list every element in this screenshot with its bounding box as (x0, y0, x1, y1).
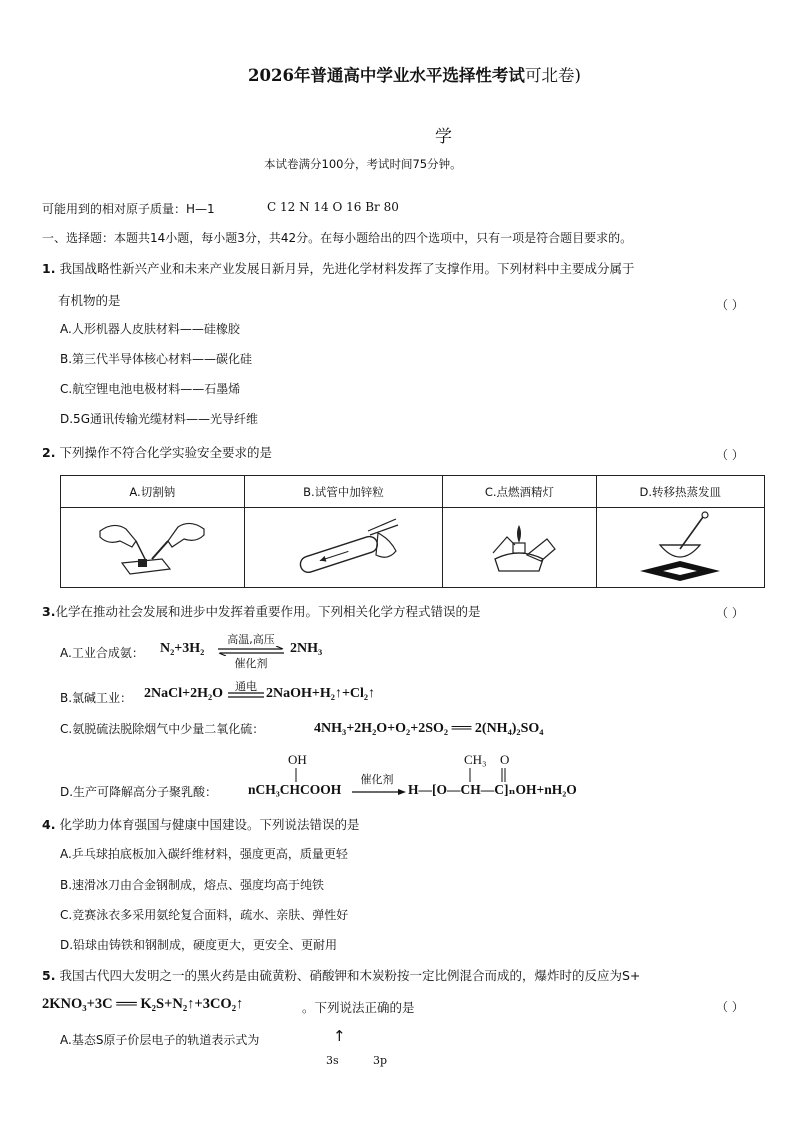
atomic-mass-values: C 12 N 14 O 16 Br 80 (267, 200, 399, 214)
option-3c-equation: 4NH₃+2H₂O+O₂+2SO₂ ══ 2(NH₄)₂SO₄ (314, 721, 544, 736)
option-3b-label[interactable]: B.氯碱工业： (60, 691, 133, 705)
equals-sign-icon (228, 691, 264, 699)
option-1d[interactable]: D.5G通讯传输光缆材料——光导纤维 (60, 412, 258, 426)
answer-blank-5[interactable]: （ ） (716, 1000, 744, 1014)
option-3b-condition: 通电 (235, 680, 257, 693)
option-3a-label[interactable]: A.工业合成氨： (60, 646, 144, 660)
question-2-stem: 2. 下列操作不符合化学实验安全要求的是 (42, 445, 272, 460)
option-3a-reactants: N₂+3H₂ (160, 641, 205, 656)
answer-blank-2[interactable]: （ ） (716, 448, 744, 462)
option-3d-oh-label: OH (288, 752, 307, 767)
question-5-equation: 2KNO₃+3C ══ K₂S+N₂↑+3CO₂↑ (42, 996, 244, 1012)
option-3a-condition-top: 高温,高压 (227, 633, 275, 646)
section-heading: 一、选择题：本题共14小题，每小题3分，共42分。在每小题给出的四个选项中，只有一项是符合题目要求的。 (42, 231, 633, 245)
evaporating-dish-illustration (596, 508, 764, 588)
option-3d-condition: 催化剂 (360, 773, 394, 786)
lighting-alcohol-lamp-illustration (443, 508, 596, 588)
question-number: 1. (42, 261, 56, 276)
operation-d-header[interactable]: D.转移热蒸发皿 (596, 476, 764, 508)
option-3d-ch3-label: CH₃ (464, 752, 487, 767)
exam-title-suffix: 可北卷) (524, 66, 581, 85)
option-4b[interactable]: B.速滑冰刀由合金钢制成，熔点、强度均高于纯铁 (60, 878, 325, 892)
question-3-stem: 3.化学在推动社会发展和进步中发挥着重要作用。下列相关化学方程式错误的是 (42, 604, 481, 619)
question-5-stem: 5. 我国古代四大发明之一的黑火药是由硫黄粉、硝酸钾和木炭粉按一定比例混合而成的，爆炸时的反应为S+ (42, 968, 641, 983)
operation-a-header[interactable]: A.切割钠 (61, 476, 245, 508)
electron-spin-up-icon: ↑ (333, 1027, 346, 1045)
orbital-3p-label: 3p (373, 1054, 388, 1067)
reaction-arrow-icon (352, 788, 406, 796)
answer-blank-1[interactable]: （ ） (716, 298, 744, 312)
test-tube-zinc-illustration (244, 508, 443, 588)
bond-line-icon (294, 768, 298, 782)
option-3d-label[interactable]: D.生产可降解高分子聚乳酸： (60, 785, 218, 799)
option-3c-label[interactable]: C.氨脱硫法脱除烟气中少量二氧化硫： (60, 722, 265, 736)
question-4-stem: 4. 化学助力体育强国与健康中国建设。下列说法错误的是 (42, 817, 360, 832)
option-3d-o-label: O (500, 752, 510, 767)
option-4a[interactable]: A.乒乓球拍底板加入碳纤维材料，强度更高，质量更轻 (60, 847, 348, 861)
option-1c[interactable]: C.航空锂电池电极材料——石墨烯 (60, 382, 241, 396)
question-1-stem-line2: 有机物的是 (58, 293, 121, 308)
cutting-sodium-illustration (61, 508, 245, 588)
operations-table (60, 475, 765, 588)
atomic-mass-label: 可能用到的相对原子质量：H—1 (42, 202, 215, 216)
option-5a[interactable]: A.基态S原子价层电子的轨道表示式为 (60, 1033, 260, 1047)
operation-c-header[interactable]: C.点燃酒精灯 (443, 476, 596, 508)
option-4c[interactable]: C.竞赛泳衣多采用氨纶复合面料，疏水、亲肤、弹性好 (60, 908, 349, 922)
option-3b-products: 2NaOH+H₂↑+Cl₂↑ (266, 686, 376, 701)
subject-title: 学 (435, 127, 452, 147)
exam-title: 2026年普通高中学业水平选择性考试可北卷) (248, 66, 581, 85)
option-3d-products: H—[O—CH—C]ₙOH+nH₂O (408, 782, 577, 797)
question-5-stem-tail: 。下列说法正确的是 (302, 1000, 415, 1015)
answer-blank-3[interactable]: （ ） (716, 606, 744, 620)
option-4d[interactable]: D.铅球由铸铁和钢制成，硬度更大，更安全、更耐用 (60, 938, 338, 952)
option-1a[interactable]: A.人形机器人皮肤材料——硅橡胶 (60, 322, 240, 336)
question-1-stem: 1. 我国战略性新兴产业和未来产业发展日新月异，先进化学材料发挥了支撑作用。下列材料中主要成分属于 (42, 261, 635, 276)
option-3b-reactants: 2NaCl+2H₂O (144, 686, 224, 701)
option-3d-reactant: nCH₃CHCOOH (248, 782, 342, 797)
option-3a-condition-bottom: 催化剂 (234, 657, 268, 670)
option-3a-products: 2NH₃ (290, 641, 323, 656)
bond-lines-icon (468, 768, 508, 782)
orbital-3s-label: 3s (326, 1054, 339, 1067)
operation-b-header[interactable]: B.试管中加锌粒 (244, 476, 443, 508)
exam-note: 本试卷满分100分，考试时间75分钟。 (264, 157, 462, 171)
option-1b[interactable]: B.第三代半导体核心材料——碳化硅 (60, 352, 253, 366)
